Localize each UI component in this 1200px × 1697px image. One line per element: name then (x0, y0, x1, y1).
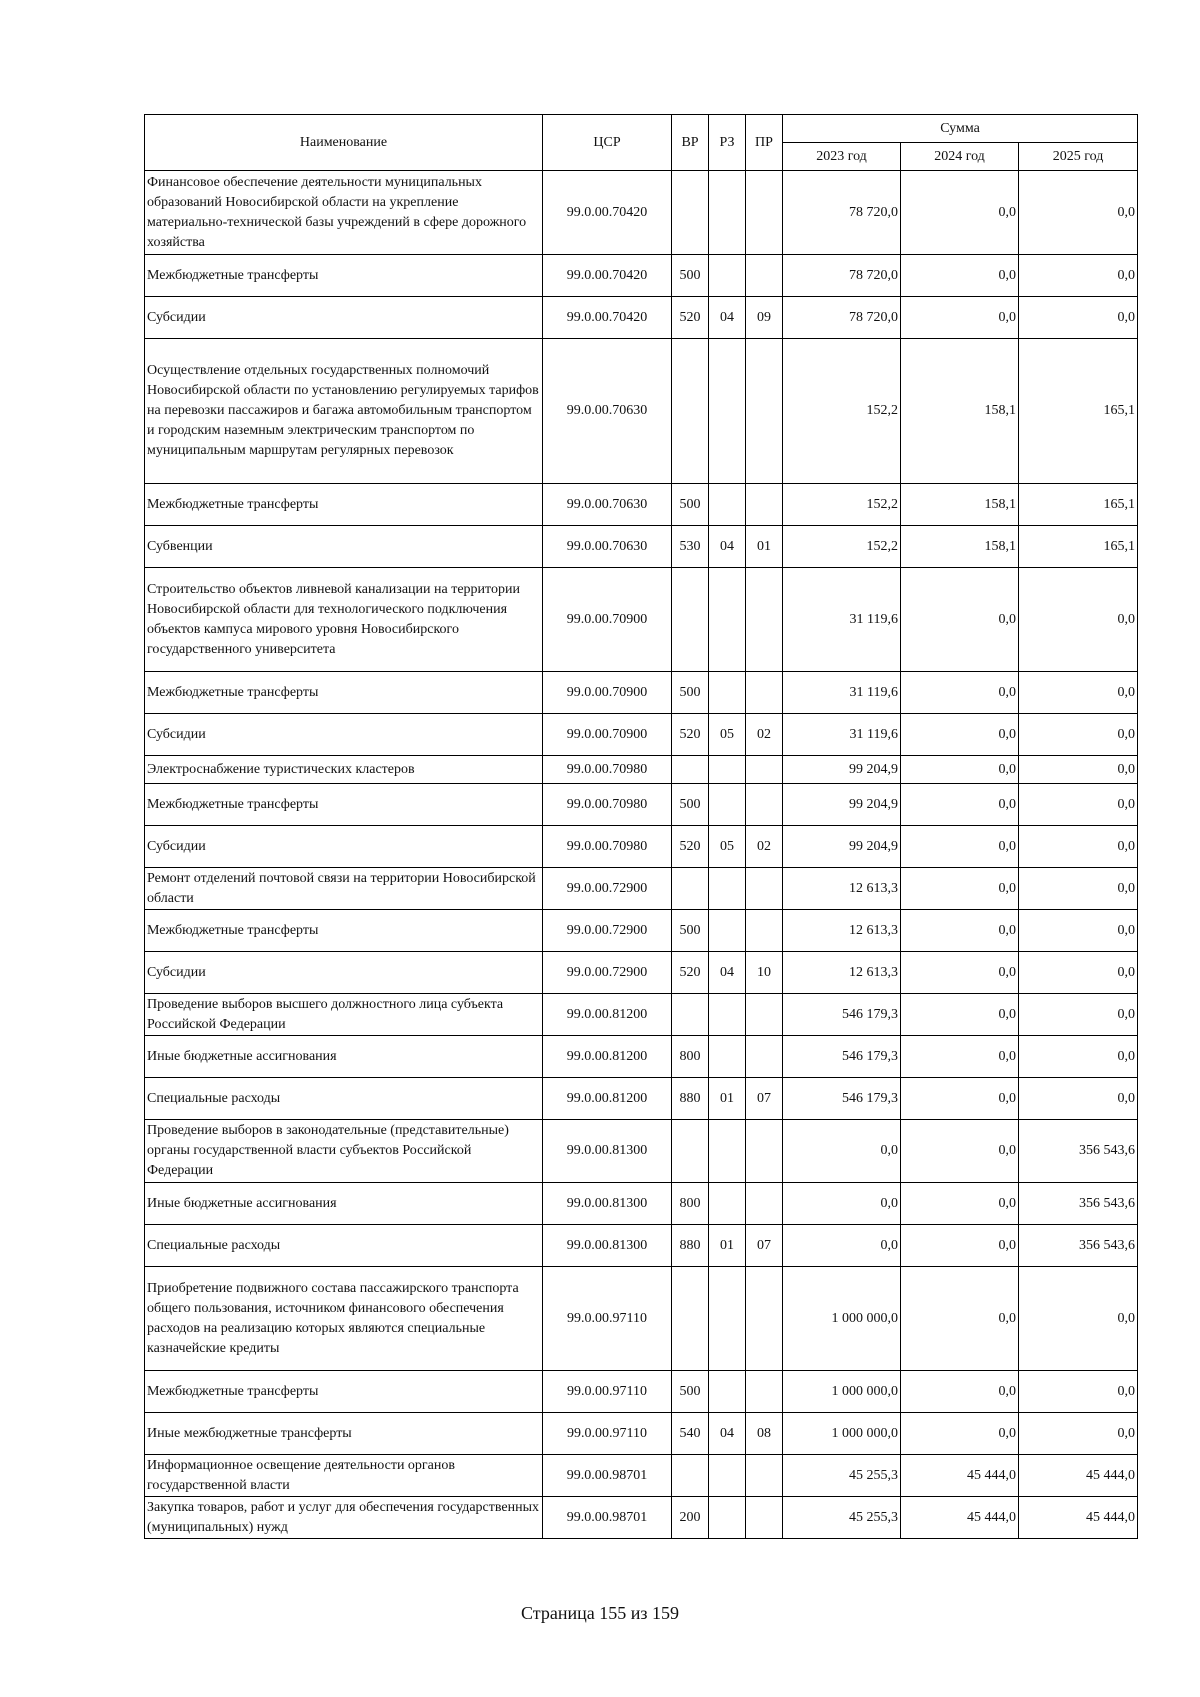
table-row (145, 1120, 1138, 1183)
row-pr (746, 868, 783, 910)
row-name: Приобретение подвижного состава пассажирского транспорта общего пользования, источником финансового обеспечения расходов на реализацию которых являются специальные казначейские кредиты (145, 1267, 543, 1371)
row-csr: 99.0.00.70980 (543, 756, 672, 784)
row-sum-2023: 31 119,6 (783, 672, 901, 714)
row-sum-2023: 546 179,3 (783, 1078, 901, 1120)
row-name: Информационное освещение деятельности органов государственной власти (145, 1455, 543, 1497)
row-sum-2024: 0,0 (901, 171, 1019, 255)
row-rz (709, 255, 746, 297)
row-sum-2025: 0,0 (1019, 952, 1138, 994)
table-row (145, 484, 1138, 526)
row-csr: 99.0.00.98701 (543, 1455, 672, 1497)
row-pr (746, 1267, 783, 1371)
row-rz (709, 910, 746, 952)
row-csr: 99.0.00.81300 (543, 1120, 672, 1183)
row-sum-2025: 0,0 (1019, 672, 1138, 714)
row-sum-2025: 0,0 (1019, 568, 1138, 672)
row-name: Проведение выборов в законодательные (представительные) органы государственной власти субъектов Российской Федерации (145, 1120, 543, 1183)
row-sum-2023: 152,2 (783, 526, 901, 568)
row-sum-2023: 1 000 000,0 (783, 1413, 901, 1455)
row-rz (709, 994, 746, 1036)
table-row (145, 714, 1138, 756)
row-pr (746, 1497, 783, 1539)
row-name: Иные бюджетные ассигнования (145, 1036, 543, 1078)
row-sum-2025: 0,0 (1019, 714, 1138, 756)
row-vr (672, 1455, 709, 1497)
row-csr: 99.0.00.70900 (543, 568, 672, 672)
row-sum-2023: 12 613,3 (783, 868, 901, 910)
row-sum-2025: 356 543,6 (1019, 1120, 1138, 1183)
row-sum-2024: 0,0 (901, 826, 1019, 868)
row-csr: 99.0.00.72900 (543, 868, 672, 910)
row-sum-2023: 45 255,3 (783, 1455, 901, 1497)
row-sum-2024: 0,0 (901, 1413, 1019, 1455)
row-sum-2023: 546 179,3 (783, 994, 901, 1036)
table-row (145, 526, 1138, 568)
row-pr: 01 (746, 526, 783, 568)
row-sum-2025: 45 444,0 (1019, 1497, 1138, 1539)
header-sum: Сумма (783, 115, 1138, 143)
row-rz (709, 339, 746, 484)
row-pr (746, 171, 783, 255)
row-vr: 520 (672, 952, 709, 994)
row-sum-2025: 0,0 (1019, 297, 1138, 339)
row-sum-2024: 0,0 (901, 672, 1019, 714)
row-vr: 540 (672, 1413, 709, 1455)
header-name: Наименование (145, 115, 543, 171)
row-sum-2023: 1 000 000,0 (783, 1267, 901, 1371)
row-name: Проведение выборов высшего должностного лица субъекта Российской Федерации (145, 994, 543, 1036)
header-year-2023: 2023 год (783, 143, 901, 171)
row-sum-2024: 158,1 (901, 526, 1019, 568)
row-name: Ремонт отделений почтовой связи на территории Новосибирской области (145, 868, 543, 910)
budget-table (144, 114, 1138, 1539)
table-row (145, 1183, 1138, 1225)
row-sum-2024: 0,0 (901, 952, 1019, 994)
row-csr: 99.0.00.81300 (543, 1183, 672, 1225)
table-row (145, 1371, 1138, 1413)
row-sum-2024: 45 444,0 (901, 1455, 1019, 1497)
header-pr: ПР (746, 115, 783, 171)
table-row (145, 568, 1138, 672)
row-rz (709, 868, 746, 910)
row-name: Специальные расходы (145, 1225, 543, 1267)
row-sum-2025: 165,1 (1019, 484, 1138, 526)
table-row (145, 868, 1138, 910)
row-csr: 99.0.00.81300 (543, 1225, 672, 1267)
row-rz: 05 (709, 714, 746, 756)
row-vr: 520 (672, 297, 709, 339)
row-sum-2024: 0,0 (901, 1183, 1019, 1225)
row-csr: 99.0.00.97110 (543, 1413, 672, 1455)
row-pr (746, 1183, 783, 1225)
header-rz: РЗ (709, 115, 746, 171)
table-row (145, 171, 1138, 255)
row-name: Межбюджетные трансферты (145, 910, 543, 952)
row-sum-2023: 12 613,3 (783, 910, 901, 952)
row-pr (746, 672, 783, 714)
row-name: Субсидии (145, 826, 543, 868)
row-name: Межбюджетные трансферты (145, 484, 543, 526)
table-header (145, 115, 1138, 171)
row-sum-2023: 31 119,6 (783, 568, 901, 672)
row-sum-2024: 45 444,0 (901, 1497, 1019, 1539)
table-row (145, 1078, 1138, 1120)
table-row (145, 756, 1138, 784)
row-sum-2024: 0,0 (901, 714, 1019, 756)
row-sum-2024: 0,0 (901, 1078, 1019, 1120)
row-rz (709, 756, 746, 784)
row-sum-2025: 0,0 (1019, 1413, 1138, 1455)
row-pr (746, 910, 783, 952)
row-sum-2025: 0,0 (1019, 826, 1138, 868)
table-row (145, 297, 1138, 339)
row-sum-2024: 0,0 (901, 1036, 1019, 1078)
row-sum-2023: 99 204,9 (783, 826, 901, 868)
row-pr: 02 (746, 826, 783, 868)
header-csr: ЦСР (543, 115, 672, 171)
row-sum-2024: 0,0 (901, 1371, 1019, 1413)
row-rz (709, 1120, 746, 1183)
row-name: Межбюджетные трансферты (145, 1371, 543, 1413)
row-sum-2025: 0,0 (1019, 255, 1138, 297)
row-csr: 99.0.00.70420 (543, 171, 672, 255)
row-pr (746, 568, 783, 672)
row-csr: 99.0.00.70900 (543, 714, 672, 756)
row-csr: 99.0.00.70900 (543, 672, 672, 714)
row-pr (746, 339, 783, 484)
row-sum-2025: 0,0 (1019, 171, 1138, 255)
row-vr (672, 171, 709, 255)
table-row (145, 910, 1138, 952)
table-row (145, 1497, 1138, 1539)
row-vr (672, 756, 709, 784)
row-sum-2025: 0,0 (1019, 784, 1138, 826)
header-year-2024: 2024 год (901, 143, 1019, 171)
row-sum-2024: 158,1 (901, 484, 1019, 526)
row-vr (672, 1120, 709, 1183)
row-pr (746, 1036, 783, 1078)
row-vr (672, 994, 709, 1036)
row-rz (709, 1455, 746, 1497)
row-vr: 530 (672, 526, 709, 568)
row-sum-2024: 0,0 (901, 868, 1019, 910)
row-pr (746, 1371, 783, 1413)
row-csr: 99.0.00.70980 (543, 826, 672, 868)
row-rz (709, 672, 746, 714)
table-row (145, 952, 1138, 994)
row-csr: 99.0.00.72900 (543, 952, 672, 994)
row-name: Субсидии (145, 714, 543, 756)
row-sum-2024: 0,0 (901, 297, 1019, 339)
row-vr (672, 868, 709, 910)
row-csr: 99.0.00.98701 (543, 1497, 672, 1539)
row-rz: 04 (709, 526, 746, 568)
row-sum-2023: 45 255,3 (783, 1497, 901, 1539)
row-csr: 99.0.00.70420 (543, 255, 672, 297)
row-vr: 500 (672, 784, 709, 826)
row-pr: 07 (746, 1078, 783, 1120)
row-name: Иные межбюджетные трансферты (145, 1413, 543, 1455)
row-name: Осуществление отдельных государственных полномочий Новосибирской области по установлению регулируемых тарифов на перевозки пассажиров и багажа автомобильным транспортом и городским наземным электрическим транспортом по муниципальным маршрутам регулярных перевозок (145, 339, 543, 484)
row-sum-2023: 152,2 (783, 484, 901, 526)
row-sum-2023: 0,0 (783, 1120, 901, 1183)
row-csr: 99.0.00.81200 (543, 1078, 672, 1120)
table-row (145, 1413, 1138, 1455)
row-vr: 500 (672, 910, 709, 952)
row-rz (709, 1267, 746, 1371)
table-row (145, 994, 1138, 1036)
header-year-2025: 2025 год (1019, 143, 1138, 171)
row-pr: 08 (746, 1413, 783, 1455)
row-pr (746, 1120, 783, 1183)
row-sum-2023: 0,0 (783, 1225, 901, 1267)
row-pr: 10 (746, 952, 783, 994)
row-sum-2023: 546 179,3 (783, 1036, 901, 1078)
row-vr: 200 (672, 1497, 709, 1539)
row-pr: 07 (746, 1225, 783, 1267)
row-vr: 500 (672, 484, 709, 526)
row-sum-2024: 0,0 (901, 1225, 1019, 1267)
row-vr (672, 1267, 709, 1371)
row-vr (672, 339, 709, 484)
row-sum-2024: 0,0 (901, 255, 1019, 297)
row-vr: 880 (672, 1225, 709, 1267)
row-name: Закупка товаров, работ и услуг для обеспечения государственных (муниципальных) нужд (145, 1497, 543, 1539)
row-rz (709, 568, 746, 672)
row-sum-2025: 0,0 (1019, 1036, 1138, 1078)
row-name: Межбюджетные трансферты (145, 255, 543, 297)
row-sum-2023: 152,2 (783, 339, 901, 484)
row-sum-2023: 1 000 000,0 (783, 1371, 901, 1413)
row-name: Финансовое обеспечение деятельности муниципальных образований Новосибирской области на укрепление материально-технической базы учреждений в сфере дорожного хозяйства (145, 171, 543, 255)
row-sum-2024: 158,1 (901, 339, 1019, 484)
table-row (145, 1225, 1138, 1267)
row-sum-2024: 0,0 (901, 756, 1019, 784)
row-name: Специальные расходы (145, 1078, 543, 1120)
row-sum-2023: 31 119,6 (783, 714, 901, 756)
row-rz (709, 484, 746, 526)
row-sum-2024: 0,0 (901, 1267, 1019, 1371)
table-body (145, 171, 1138, 1539)
row-rz: 01 (709, 1225, 746, 1267)
row-sum-2023: 12 613,3 (783, 952, 901, 994)
row-sum-2025: 0,0 (1019, 994, 1138, 1036)
row-name: Межбюджетные трансферты (145, 784, 543, 826)
row-name: Субвенции (145, 526, 543, 568)
row-csr: 99.0.00.97110 (543, 1371, 672, 1413)
row-vr: 800 (672, 1036, 709, 1078)
row-sum-2025: 0,0 (1019, 1078, 1138, 1120)
row-name: Иные бюджетные ассигнования (145, 1183, 543, 1225)
row-vr: 500 (672, 672, 709, 714)
row-vr (672, 568, 709, 672)
row-rz (709, 784, 746, 826)
row-vr: 500 (672, 255, 709, 297)
table-row (145, 826, 1138, 868)
row-rz (709, 1036, 746, 1078)
table-row (145, 339, 1138, 484)
row-sum-2023: 99 204,9 (783, 756, 901, 784)
table-row (145, 1267, 1138, 1371)
row-sum-2025: 45 444,0 (1019, 1455, 1138, 1497)
row-sum-2023: 78 720,0 (783, 255, 901, 297)
row-csr: 99.0.00.70980 (543, 784, 672, 826)
row-rz: 04 (709, 952, 746, 994)
row-name: Строительство объектов ливневой канализации на территории Новосибирской области для технологического подключения объектов кампуса мирового уровня Новосибирского государственного университета (145, 568, 543, 672)
table-row (145, 1455, 1138, 1497)
row-csr: 99.0.00.97110 (543, 1267, 672, 1371)
row-sum-2024: 0,0 (901, 568, 1019, 672)
row-csr: 99.0.00.70630 (543, 526, 672, 568)
row-pr (746, 255, 783, 297)
header-vr: ВР (672, 115, 709, 171)
row-pr: 02 (746, 714, 783, 756)
row-name: Субсидии (145, 952, 543, 994)
row-sum-2023: 78 720,0 (783, 171, 901, 255)
row-vr: 520 (672, 714, 709, 756)
row-pr (746, 756, 783, 784)
row-rz (709, 1183, 746, 1225)
row-pr: 09 (746, 297, 783, 339)
row-sum-2024: 0,0 (901, 994, 1019, 1036)
row-rz: 04 (709, 1413, 746, 1455)
row-vr: 500 (672, 1371, 709, 1413)
row-vr: 880 (672, 1078, 709, 1120)
row-sum-2025: 165,1 (1019, 339, 1138, 484)
row-pr (746, 784, 783, 826)
table-row (145, 255, 1138, 297)
row-csr: 99.0.00.81200 (543, 1036, 672, 1078)
row-rz (709, 171, 746, 255)
row-rz: 05 (709, 826, 746, 868)
table-row (145, 1036, 1138, 1078)
row-csr: 99.0.00.70420 (543, 297, 672, 339)
row-rz (709, 1497, 746, 1539)
row-sum-2025: 0,0 (1019, 868, 1138, 910)
row-sum-2023: 99 204,9 (783, 784, 901, 826)
row-sum-2025: 0,0 (1019, 756, 1138, 784)
row-vr: 520 (672, 826, 709, 868)
row-csr: 99.0.00.72900 (543, 910, 672, 952)
row-sum-2023: 78 720,0 (783, 297, 901, 339)
row-sum-2024: 0,0 (901, 784, 1019, 826)
row-name: Межбюджетные трансферты (145, 672, 543, 714)
row-pr (746, 1455, 783, 1497)
row-sum-2025: 0,0 (1019, 910, 1138, 952)
row-rz: 01 (709, 1078, 746, 1120)
row-pr (746, 994, 783, 1036)
row-csr: 99.0.00.70630 (543, 484, 672, 526)
row-csr: 99.0.00.70630 (543, 339, 672, 484)
row-rz (709, 1371, 746, 1413)
row-csr: 99.0.00.81200 (543, 994, 672, 1036)
row-vr: 800 (672, 1183, 709, 1225)
row-sum-2025: 356 543,6 (1019, 1183, 1138, 1225)
row-sum-2025: 356 543,6 (1019, 1225, 1138, 1267)
row-name: Электроснабжение туристических кластеров (145, 756, 543, 784)
table-row (145, 672, 1138, 714)
row-sum-2025: 165,1 (1019, 526, 1138, 568)
row-sum-2025: 0,0 (1019, 1371, 1138, 1413)
row-pr (746, 484, 783, 526)
row-rz: 04 (709, 297, 746, 339)
page-number: Страница 155 из 159 (521, 1603, 679, 1623)
row-sum-2023: 0,0 (783, 1183, 901, 1225)
row-sum-2025: 0,0 (1019, 1267, 1138, 1371)
row-name: Субсидии (145, 297, 543, 339)
table-row (145, 784, 1138, 826)
row-sum-2024: 0,0 (901, 910, 1019, 952)
row-sum-2024: 0,0 (901, 1120, 1019, 1183)
